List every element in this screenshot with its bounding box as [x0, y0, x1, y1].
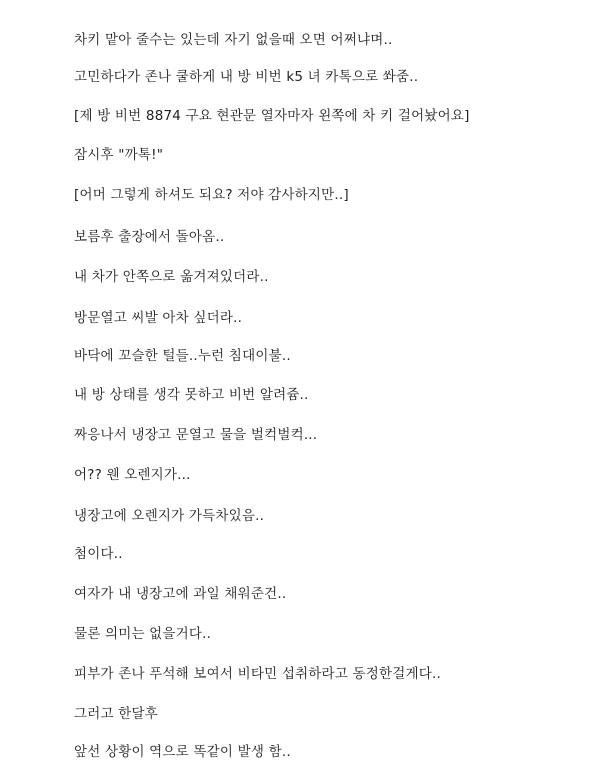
- story-line: 여자가 내 냉장고에 과일 채워준건..: [74, 586, 287, 602]
- story-line: [어머 그렇게 하셔도 되요? 저야 감사하지만..]: [74, 187, 349, 203]
- story-line: 내 차가 안쪽으로 옮겨져있더라..: [74, 269, 269, 285]
- story-line: 냉장고에 오렌지가 가득차있음..: [74, 508, 265, 524]
- story-line: 그러고 한달후: [74, 706, 158, 722]
- story-line: 잠시후 "까톡!": [74, 147, 164, 163]
- story-line: 짜응나서 냉장고 문열고 물을 벌컥벌컥...: [74, 427, 318, 443]
- story-line: 고민하다가 존나 쿨하게 내 방 비번 k5 녀 카톡으로 쏴줌..: [74, 69, 419, 85]
- story-line: [제 방 비번 8874 구요 현관문 열자마자 왼쪽에 차 키 걸어놨어요]: [74, 108, 470, 124]
- story-line: 방문열고 씨발 아차 싶더라..: [74, 310, 243, 326]
- story-line: 어?? 웬 오렌지가...: [74, 467, 191, 483]
- story-line: 차키 맡아 줄수는 있는데 자기 없을때 오면 어쩌냐며..: [74, 32, 393, 48]
- story-line: 물론 의미는 없을거다..: [74, 626, 212, 642]
- story-line: 바닥에 꼬슬한 털들..누런 침대이불..: [74, 348, 291, 364]
- story-line: 내 방 상태를 생각 못하고 비번 알려쥼..: [74, 387, 309, 403]
- story-line: 보름후 출장에서 돌아옴..: [74, 229, 225, 245]
- story-line: 피부가 존나 푸석해 보여서 비타민 섭취하라고 동정한걸게다..: [74, 666, 441, 682]
- story-line: 앞선 상황이 역으로 똑같이 발생 함..: [74, 744, 291, 760]
- story-line: 첨이다..: [74, 546, 123, 562]
